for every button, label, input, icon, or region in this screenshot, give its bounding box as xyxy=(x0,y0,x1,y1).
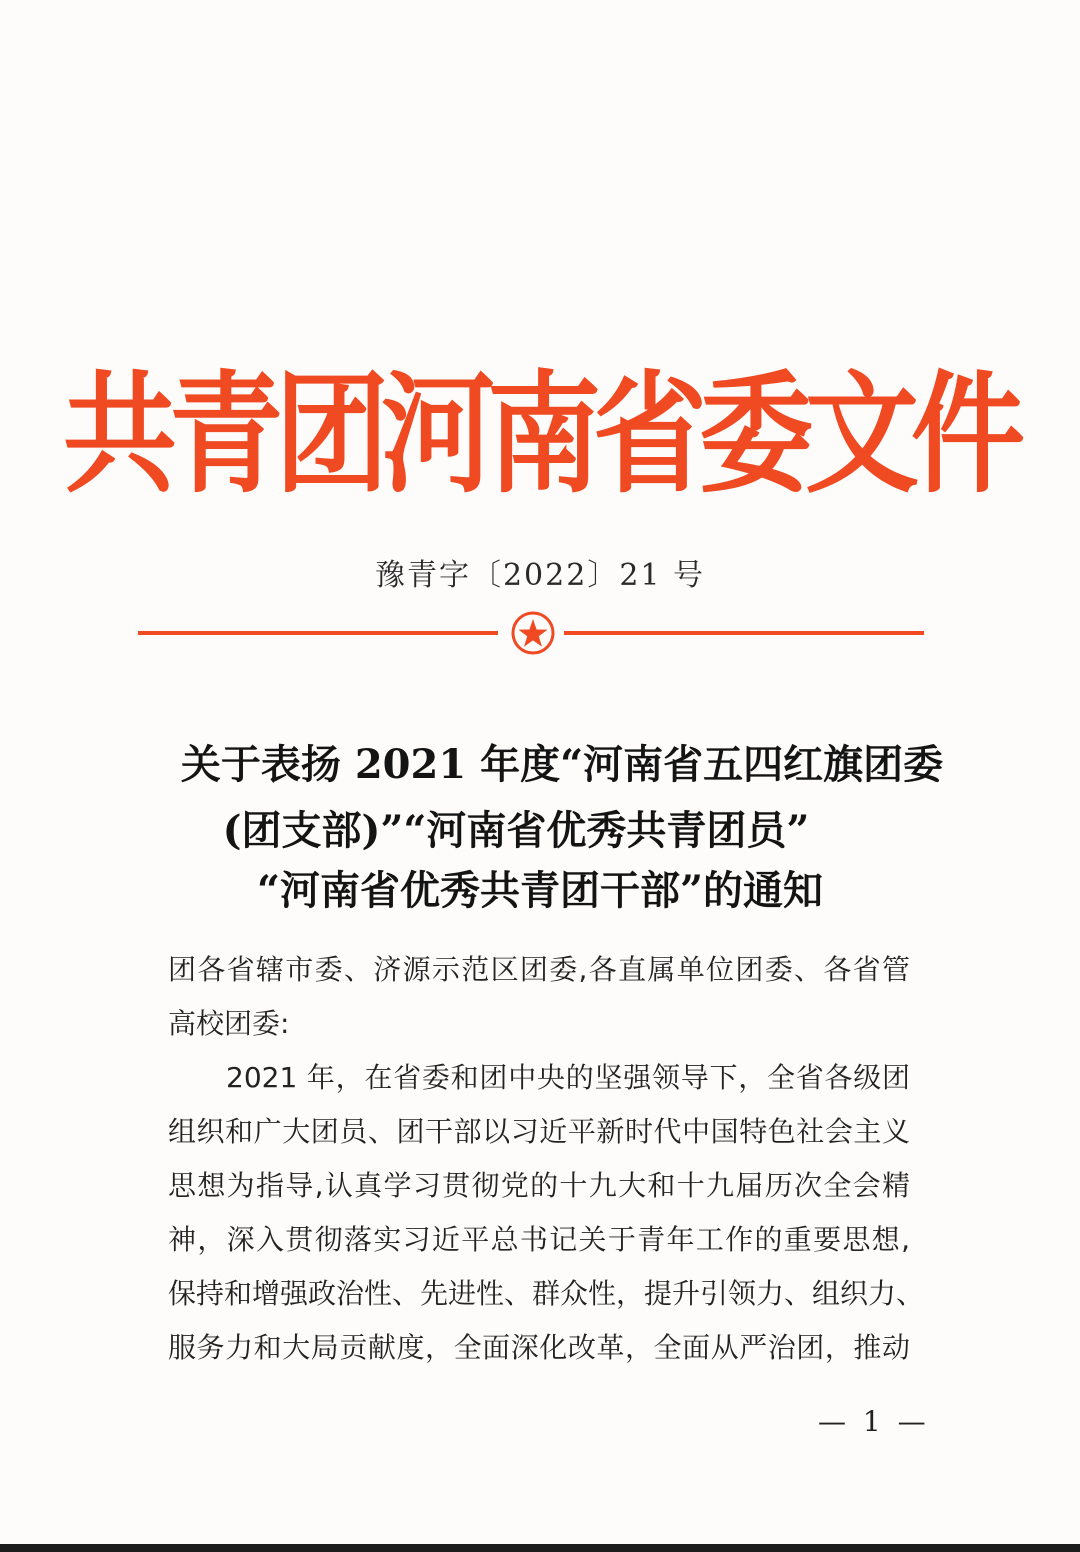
scan-bottom-edge xyxy=(0,1544,1080,1552)
header-divider-right xyxy=(564,631,924,635)
body-paragraph-line: 2021 年，在省委和团中央的坚强领导下，全省各级团 xyxy=(226,1061,910,1094)
notice-title-line-2: (团支部)”“河南省优秀共青团员” xyxy=(222,807,810,854)
body-paragraph-line: 组织和广大团员、团干部以习近平新时代中国特色社会主义 xyxy=(168,1115,910,1148)
issuing-authority-header: 共青团河南省委文件 xyxy=(62,357,1017,511)
header-divider-left xyxy=(138,631,498,635)
body-paragraph-line: 思想为指导,认真学习贯彻党的十九大和十九届历次全会精 xyxy=(168,1169,910,1202)
addressee-line-2: 高校团委: xyxy=(168,1007,290,1040)
page-number: — 1 — xyxy=(818,1405,930,1438)
body-paragraph-line: 保持和增强政治性、先进性、群众性，提升引领力、组织力、 xyxy=(168,1277,925,1310)
addressee-line-1: 团各省辖市委、济源示范区团委,各直属单位团委、各省管 xyxy=(168,953,910,986)
body-paragraph-line: 神，深入贯彻落实习近平总书记关于青年工作的重要思想, xyxy=(168,1223,910,1256)
notice-title-line-1: 关于表扬 2021 年度“河南省五四红旗团委 xyxy=(180,741,944,788)
body-paragraph-line: 服务力和大局贡献度，全面深化改革，全面从严治团，推动 xyxy=(168,1331,910,1364)
notice-title-line-3: “河南省优秀共青团干部”的通知 xyxy=(256,867,823,914)
document-number: 豫青字〔2022〕21 号 xyxy=(374,558,706,593)
red-star-emblem-icon xyxy=(510,610,556,656)
